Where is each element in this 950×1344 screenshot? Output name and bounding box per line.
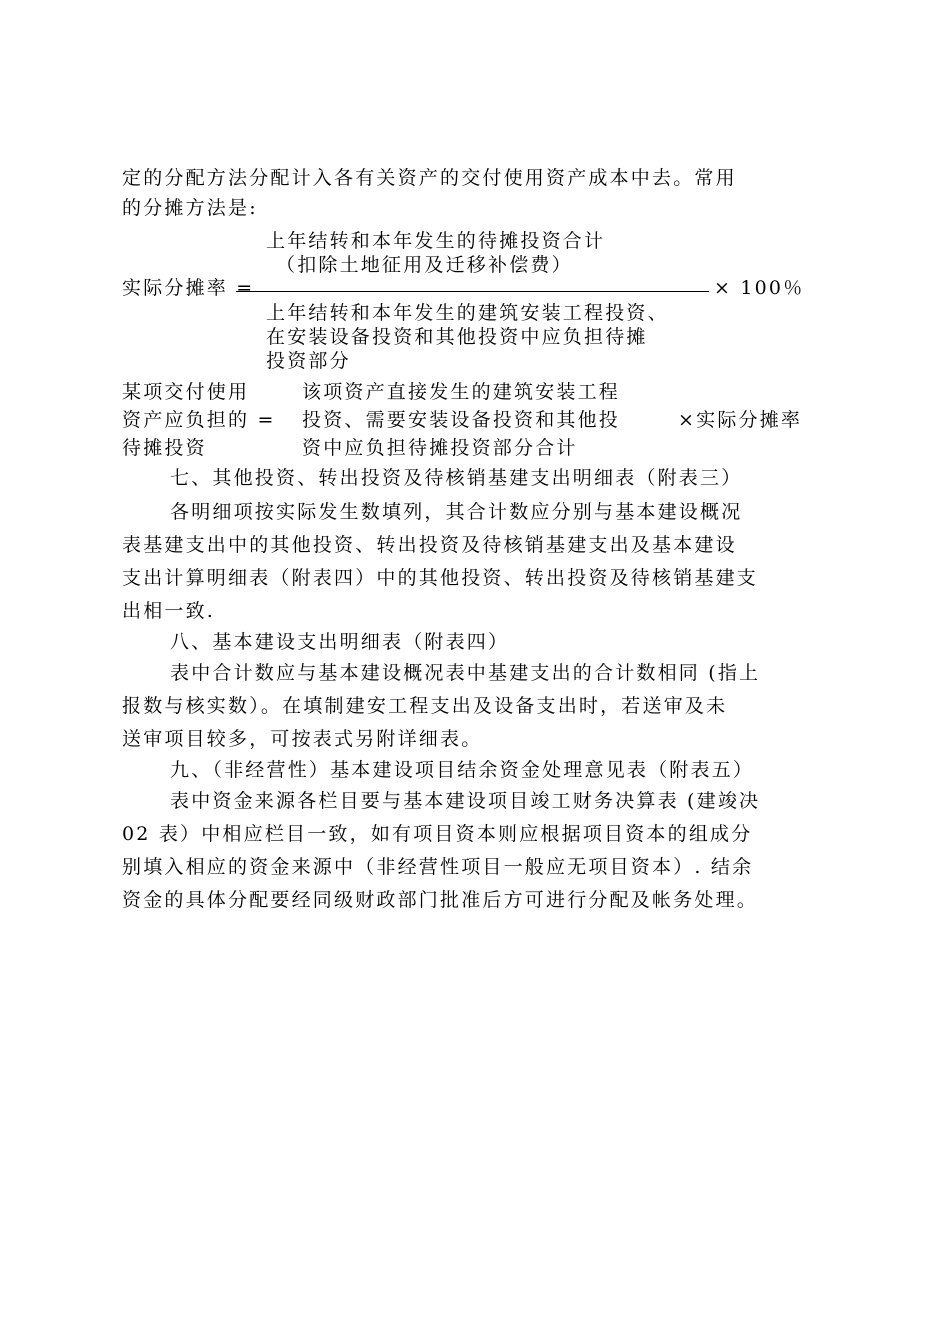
section-7-line-3: 支出计算明细表（附表四）中的其他投资、转出投资及待核销基建支: [122, 567, 759, 589]
formula2-rhs-line-1: 该项资产直接发生的建筑安装工程: [302, 381, 621, 403]
section-9-heading: 九、（非经营性）基本建设项目结余资金处理意见表（附表五）: [170, 759, 755, 781]
section-7-line-1: 各明细项按实际发生数填列，其合计数应分别与基本建设概况: [170, 501, 743, 523]
formula1-multiplier: × 100％: [714, 277, 805, 299]
formula2-lhs-line-1: 某项交付使用: [122, 381, 250, 403]
section-8-heading: 八、基本建设支出明细表（附表四）: [170, 631, 510, 653]
formula2-rhs-line-3: 资中应负担待摊投资部分合计: [302, 437, 578, 459]
formula1-denominator-line-2: 在安装设备投资和其他投资中应负担待摊: [266, 326, 648, 348]
intro-line-1: 定的分配方法分配计入各有关资产的交付使用资产成本中去。常用: [122, 167, 737, 189]
formula1-denominator-line-3: 投资部分: [266, 350, 351, 372]
formula2-rhs-line-2: 投资、需要安装设备投资和其他投: [302, 409, 621, 431]
section-9-line-1: 表中资金来源各栏目要与基本建设项目竣工财务决算表 (建竣决: [170, 790, 761, 812]
formula2-multiplier: ×实际分摊率: [678, 409, 803, 431]
formula1-denominator-line-1: 上年结转和本年发生的建筑安装工程投资、: [266, 302, 669, 324]
section-8-line-2: 报数与核实数）。在填制建安工程支出及设备支出时，若送审及未: [122, 695, 728, 717]
formula1-numerator-line-1: 上年结转和本年发生的待摊投资合计: [266, 230, 606, 252]
section-7-heading: 七、其他投资、转出投资及待核销基建支出明细表（附表三）: [170, 467, 743, 489]
section-8-line-3: 送审项目较多，可按表式另附详细表。: [122, 728, 483, 750]
section-9-line-4: 资金的具体分配要经同级财政部门批准后方可进行分配及帐务处理。: [122, 889, 759, 911]
section-7-line-4: 出相一致.: [122, 600, 216, 622]
section-7-line-2: 表基建支出中的其他投资、转出投资及待核销基建支出及基本建设: [122, 534, 737, 556]
fraction-bar: [236, 291, 709, 292]
section-9-line-2: 02 表）中相应栏目一致，如有项目资本则应根据项目资本的组成分: [122, 823, 753, 845]
section-9-line-3: 别填入相应的资金来源中（非经营性项目一般应无项目资本）. 结余: [122, 856, 754, 878]
formula1-lhs: 实际分摊率 =: [122, 277, 255, 299]
formula1-numerator-line-2: （扣除土地征用及迁移补偿费）: [276, 254, 573, 276]
section-8-line-1: 表中合计数应与基本建设概况表中基建支出的合计数相同 (指上: [170, 662, 761, 684]
formula2-lhs-line-3: 待摊投资: [122, 437, 207, 459]
formula2-lhs-line-2: 资产应负担的 =: [122, 409, 276, 431]
intro-line-2: 的分摊方法是:: [122, 197, 258, 219]
